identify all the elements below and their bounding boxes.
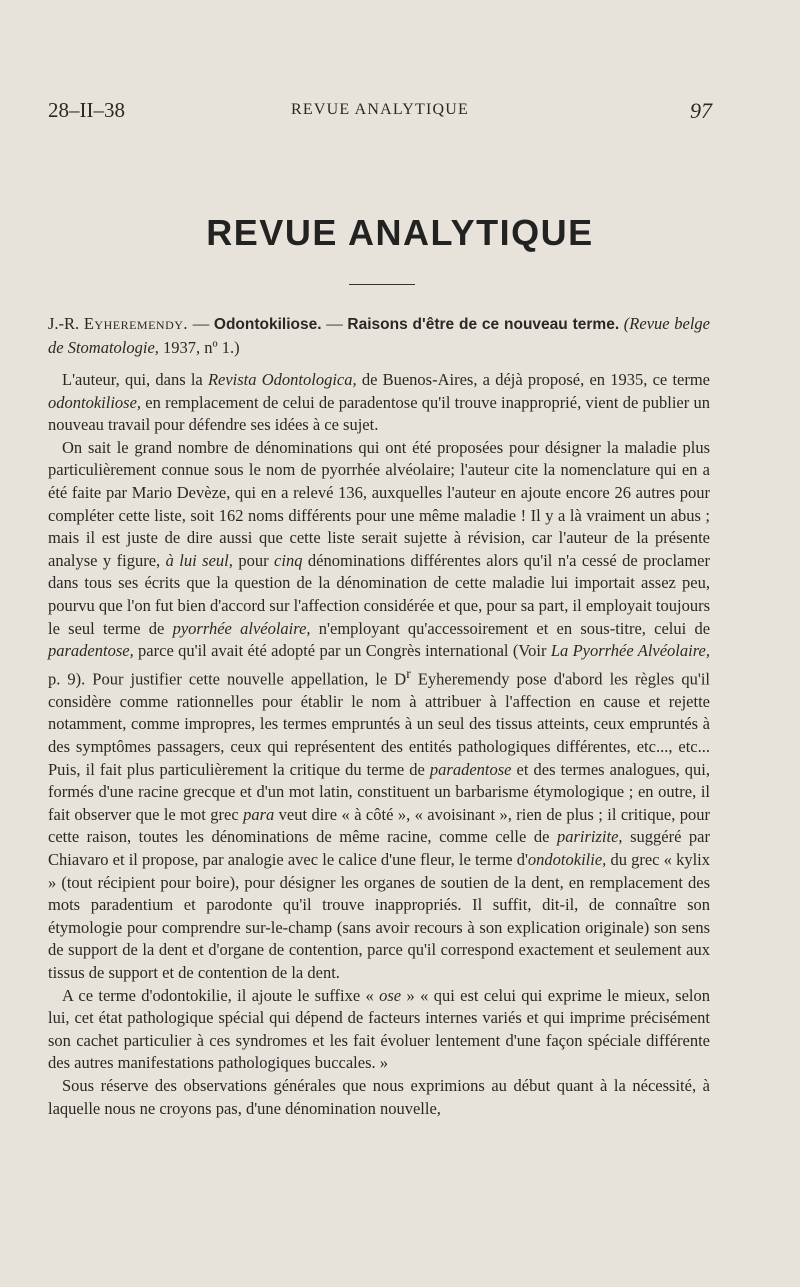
review-entry bbox=[48, 312, 710, 1120]
author-initials: J.-R. bbox=[48, 314, 80, 333]
body-paragraph: A ce terme d'odontokilie, il ajoute le suffixe « ose » « qui est celui qui exprime le mieux, selon lui, cet état pathologique spécial qui dépend de facteurs internes variés et qui imprime précisément son cachet particulier à ces syndromes et les fait évoluer lentement d'une façon spéciale différente des autres manifestations pathologiques buccales. » bbox=[48, 985, 710, 1073]
author-name: Eyheremendy. bbox=[83, 314, 189, 333]
article-title: Odontokiliose. bbox=[213, 316, 322, 333]
source-journal: (Revue belge de Stomatologie, bbox=[48, 314, 710, 357]
header-running-title: REVUE ANALYTIQUE bbox=[290, 101, 470, 118]
entry-heading bbox=[48, 312, 710, 359]
body-text bbox=[48, 369, 710, 1120]
header-date: 28–II–38 bbox=[48, 98, 125, 122]
article-subtitle: Raisons d'être de ce nouveau terme. bbox=[347, 316, 620, 333]
page-number: 97 bbox=[690, 98, 712, 123]
running-header bbox=[48, 98, 712, 128]
body-paragraph: Sous réserve des observations générales que nous exprimions au début quant à la nécessité, à laquelle nous ne croyons pas, d'une dénomination nouvelle, bbox=[48, 1075, 710, 1118]
body-paragraph: L'auteur, qui, dans la Revista Odontologica, de Buenos-Aires, a déjà proposé, en 1935, ce terme odontokiliose, en remplacement de celui de paradentose qu'il trouve inapproprié, vient de publier un nouveau travail pour défendre ses idées à ce sujet. bbox=[48, 370, 711, 435]
heading-dash: — bbox=[321, 314, 348, 333]
page-title: REVUE ANALYTIQUE bbox=[206, 212, 594, 253]
source-issue: 1937, nº 1.) bbox=[158, 338, 240, 357]
title-divider bbox=[349, 284, 415, 285]
heading-dash: — bbox=[188, 314, 214, 333]
body-paragraph: On sait le grand nombre de dénominations qui ont été proposées pour désigner la maladie plus particulièrement connue sous le nom de pyorrhée alvéolaire; l'auteur cite la nomenclature qui en a été faite par Mario Devèze, qui en a relevé 136, auxquelles l'auteur en ajoute encore 26 autres pour compléter cette liste, soit 162 noms différents pour une même maladie ! Il y a là vraiment un abus ; mais il est juste de dire aussi que cette liste serait sujette à révision, car l'auteur de la présente analyse y figure, à lui seul, pour cinq dénominations différentes alors qu'il n'a cessé de proclamer dans tous ses écrits que la question de la dénomination de cette maladie lui importait assez peu, pourvu que l'on fut bien d'accord sur l'affection considérée et que, pour sa part, il employait toujours le seul terme de pyorrhée alvéolaire, n'employant qu'accessoirement et en sous-titre, celui de paradentose, parce qu'il avait été adopté par un Congrès international (Voir La Pyorrhée Alvéolaire, p. 9). Pour justifier cette nouvelle appellation, le $D^r$ Eyheremendy pose d'abord les règles qu'il considère comme rationnelles pour établir le nom à attribuer à l'affection en cause et rejette notamment, comme impropres, les termes empruntés à un seul des tissus atteints, ceux empruntés à des symptômes passagers, ceux qui représentent des entités pathologiques différentes, etc..., etc... Puis, il fait plus particulièrement la critique du terme de paradentose et des termes analogues, qui, formés d'une racine grecque et d'un mot latin, constituent un barbarisme étymologique ; en outre, il fait observer que le mot grec para veut dire « à côté », « avoisinant », rien de plus ; il critique, pour cette raison, toutes les dénominations de même racine, comme celle de paririzite, suggéré par Chiavaro et il propose, par analogie avec le calice d'une fleur, le terme d'ondotokilie, du grec « kylix » (tout récipient pour boire), pour désigner les organes de soutien de la dent, en remplacement des mots paradentium et parodonte qu'il trouve inappropriés. Il suffit, dit-il, de connaître son étymologie pour comprendre sur-le-champ (sans avoir recours à son explication originale) son sens de support de la dent et d'organe de contention, parce qu'il correspond exactement et seulement aux tissus de support et de contention de la dent. bbox=[48, 437, 711, 982]
